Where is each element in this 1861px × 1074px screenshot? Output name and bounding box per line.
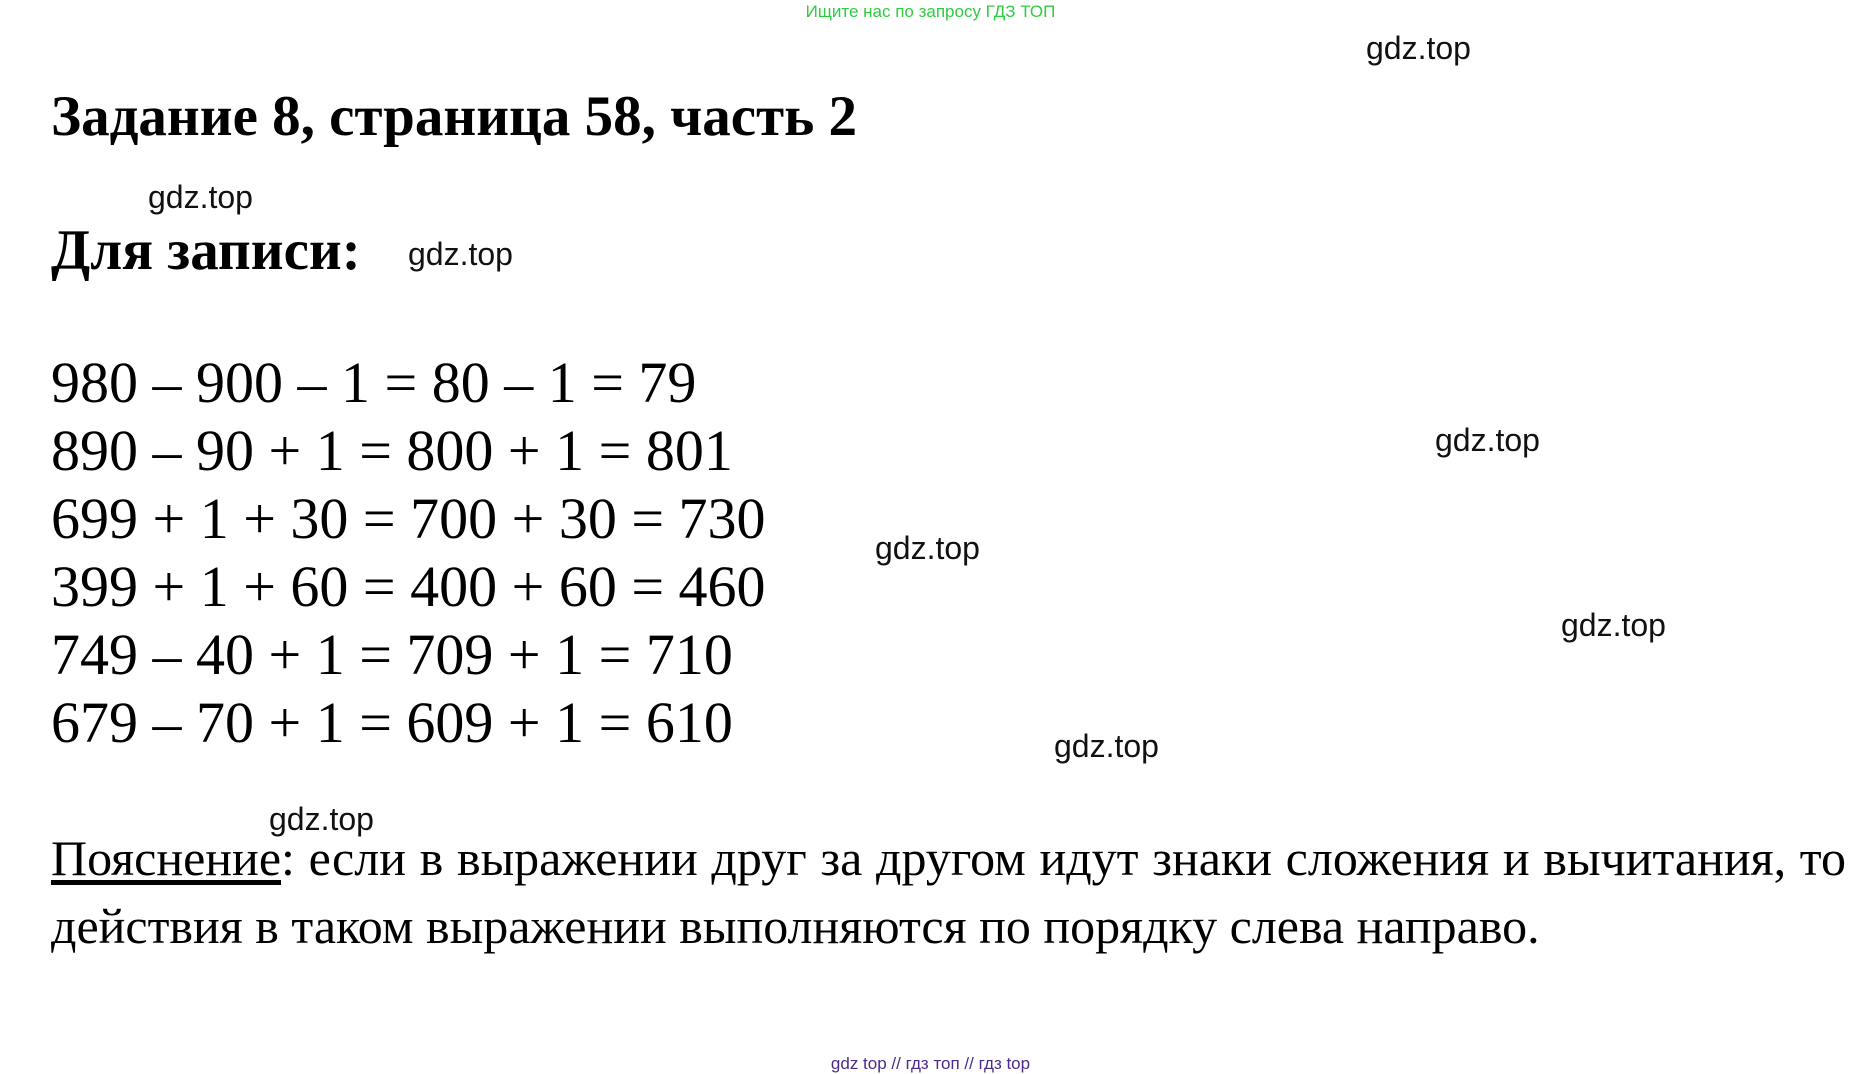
watermark: gdz.top — [408, 236, 513, 272]
watermark: gdz.top — [1561, 607, 1666, 643]
page-title: Задание 8, страница 58, часть 2 — [51, 85, 857, 148]
watermark: gdz.top — [269, 801, 374, 837]
footer-links: gdz top // гдз топ // гдз top — [830, 1054, 1031, 1073]
watermark: gdz.top — [1054, 728, 1159, 764]
explanation-text: : если в выражении друг за другом идут знаки сложения и вычитания, то действия в таком выражении выполняются по порядку слева направо. — [51, 830, 1846, 954]
section-heading: Для записи: — [51, 219, 361, 282]
search-hint-banner: Ищите нас по запросу ГДЗ ТОП — [805, 2, 1056, 21]
equation-line: 980 – 900 – 1 = 80 – 1 = 79 — [51, 350, 697, 415]
watermark: gdz.top — [875, 530, 980, 566]
equation-list — [51, 349, 766, 757]
equation-line: 890 – 90 + 1 = 800 + 1 = 801 — [51, 418, 733, 483]
watermark: gdz.top — [1435, 422, 1540, 458]
watermark: gdz.top — [1366, 30, 1471, 66]
equation-line: 399 + 1 + 60 = 400 + 60 = 460 — [51, 554, 766, 619]
equation-line: 679 – 70 + 1 = 609 + 1 = 610 — [51, 690, 733, 755]
equation-line: 699 + 1 + 30 = 700 + 30 = 730 — [51, 486, 766, 551]
explanation-paragraph — [51, 824, 1846, 960]
explanation-label: Пояснение — [51, 830, 282, 886]
equation-line: 749 – 40 + 1 = 709 + 1 = 710 — [51, 622, 733, 687]
watermark: gdz.top — [148, 179, 253, 215]
